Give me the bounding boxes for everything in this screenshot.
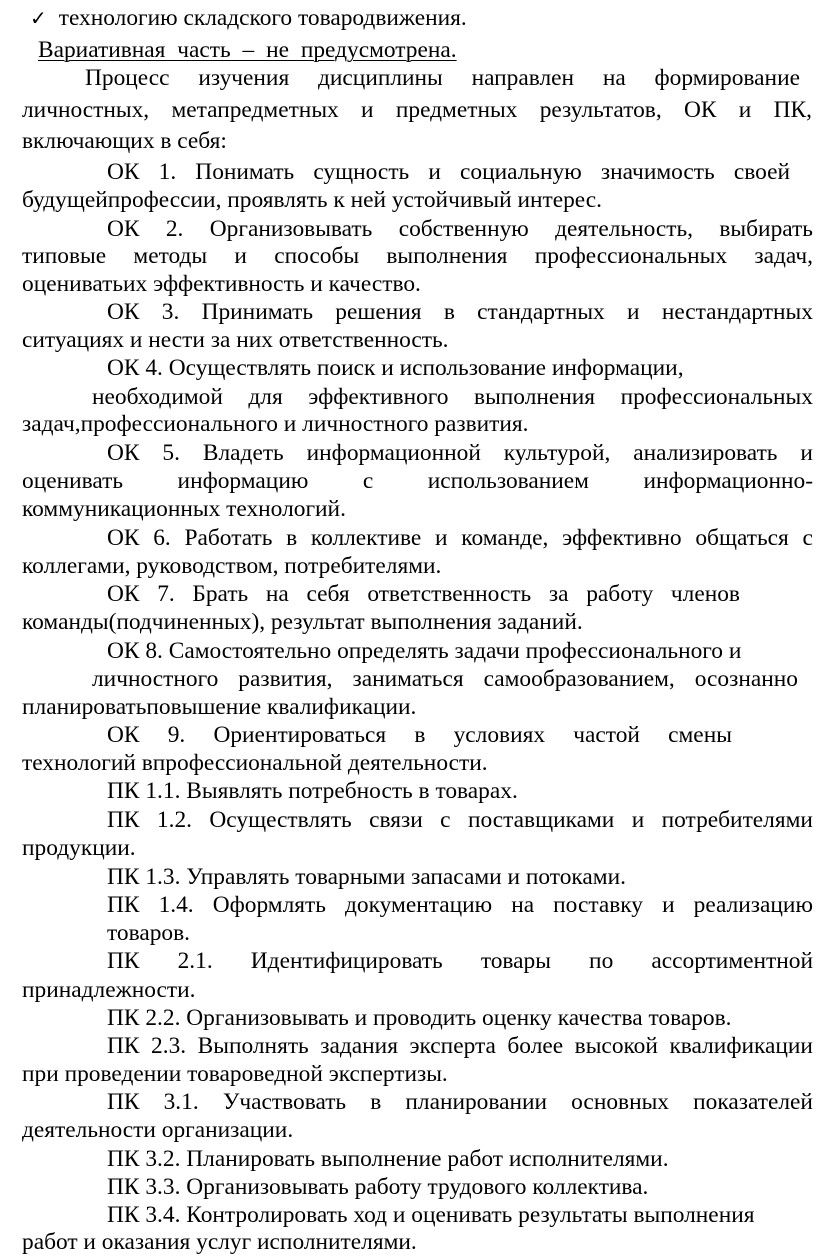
- document-line: ОК 4. Осуществлять поиск и использование информации,: [107, 355, 684, 381]
- document-line: типовые методы и способы выполнения профессиональных задач,: [22, 243, 813, 269]
- document-line: ПК 2.1. Идентифицировать товары по ассортиментной: [107, 948, 813, 974]
- document-line: необходимой для эффективного выполнения профессиональных: [92, 384, 813, 410]
- variative-text: Вариативная часть – не предусмотрена.: [38, 37, 457, 63]
- check-mark-icon: ✓: [30, 6, 47, 30]
- document-line: ПК 2.3. Выполнять задания эксперта более высокой квалификации: [107, 1033, 813, 1059]
- document-line: личностного развития, заниматься самообразованием, осознанно: [92, 666, 798, 692]
- document-line: ОК 8. Самостоятельно определять задачи профессионального и: [107, 638, 742, 664]
- bullet-text: технологию складского товародвижения.: [58, 5, 467, 31]
- document-line: ПК 1.1. Выявлять потребность в товарах.: [107, 778, 518, 804]
- document-line: работ и оказания услуг исполнителями.: [22, 1229, 417, 1255]
- document-line: принадлежности.: [22, 977, 196, 1003]
- document-line: команды(подчиненных), результат выполнения заданий.: [22, 609, 583, 635]
- document-line: ПК 3.3. Организовывать работу трудового коллектива.: [107, 1174, 649, 1200]
- document-line: ОК 9. Ориентироваться в условиях частой смены: [107, 722, 732, 748]
- document-line: ситуациях и нести за них ответственность.: [22, 327, 449, 353]
- document-line: товаров.: [107, 920, 191, 946]
- document-line: оцениватьих эффективность и качество.: [22, 271, 421, 297]
- document-line: планироватьповышение квалификации.: [22, 694, 417, 720]
- intro-line: Процесс изучения дисциплины направлен на формирование: [85, 65, 800, 91]
- document-line: деятельности организации.: [22, 1117, 294, 1143]
- variative-line: [38, 36, 457, 64]
- document-line: продукции.: [22, 835, 136, 861]
- document-line: ПК 3.1. Участвовать в планировании основных показателей: [107, 1089, 813, 1115]
- document-line: ПК 2.2. Организовывать и проводить оценку качества товаров.: [107, 1005, 732, 1031]
- document-line: ОК 5. Владеть информационной культурой, анализировать и: [107, 440, 813, 466]
- document-line: ПК 1.4. Оформлять документацию на поставку и реализацию: [107, 892, 813, 918]
- document-line: ОК 7. Брать на себя ответственность за работу членов: [107, 581, 740, 607]
- document-line: ПК 1.3. Управлять товарными запасами и потоками.: [107, 864, 626, 890]
- document-line: технологий впрофессиональной деятельности.: [22, 750, 488, 776]
- document-line: при проведении товароведной экспертизы.: [22, 1061, 448, 1087]
- bullet-line: [30, 4, 467, 32]
- document-line: ОК 2. Организовывать собственную деятельность, выбирать: [107, 216, 813, 242]
- document-line: ОК 6. Работать в коллективе и команде, эффективно общаться с: [107, 525, 813, 551]
- document-line: оценивать информацию с использованием информационно-: [22, 468, 813, 494]
- document-line: ПК 3.4. Контролировать ход и оценивать результаты выполнения: [107, 1202, 755, 1228]
- document-line: будущейпрофессии, проявлять к ней устойчивый интерес.: [22, 187, 603, 213]
- document-line: ОК 1. Понимать сущность и социальную значимость своей: [107, 159, 790, 185]
- document-line: ПК 1.2. Осуществлять связи с поставщиками и потребителями: [107, 807, 813, 833]
- intro-line: личностных, метапредметных и предметных результатов, ОК и ПК,: [22, 97, 812, 123]
- document-line: коммуникационных технологий.: [22, 496, 346, 522]
- document-line: ОК 3. Принимать решения в стандартных и нестандартных: [107, 299, 813, 325]
- intro-line: включающих в себя:: [22, 128, 227, 154]
- document-line: коллегами, руководством, потребителями.: [22, 553, 442, 579]
- document-line: задач,профессионального и личностного развития.: [22, 411, 529, 437]
- document-line: ПК 3.2. Планировать выполнение работ исполнителями.: [107, 1146, 669, 1172]
